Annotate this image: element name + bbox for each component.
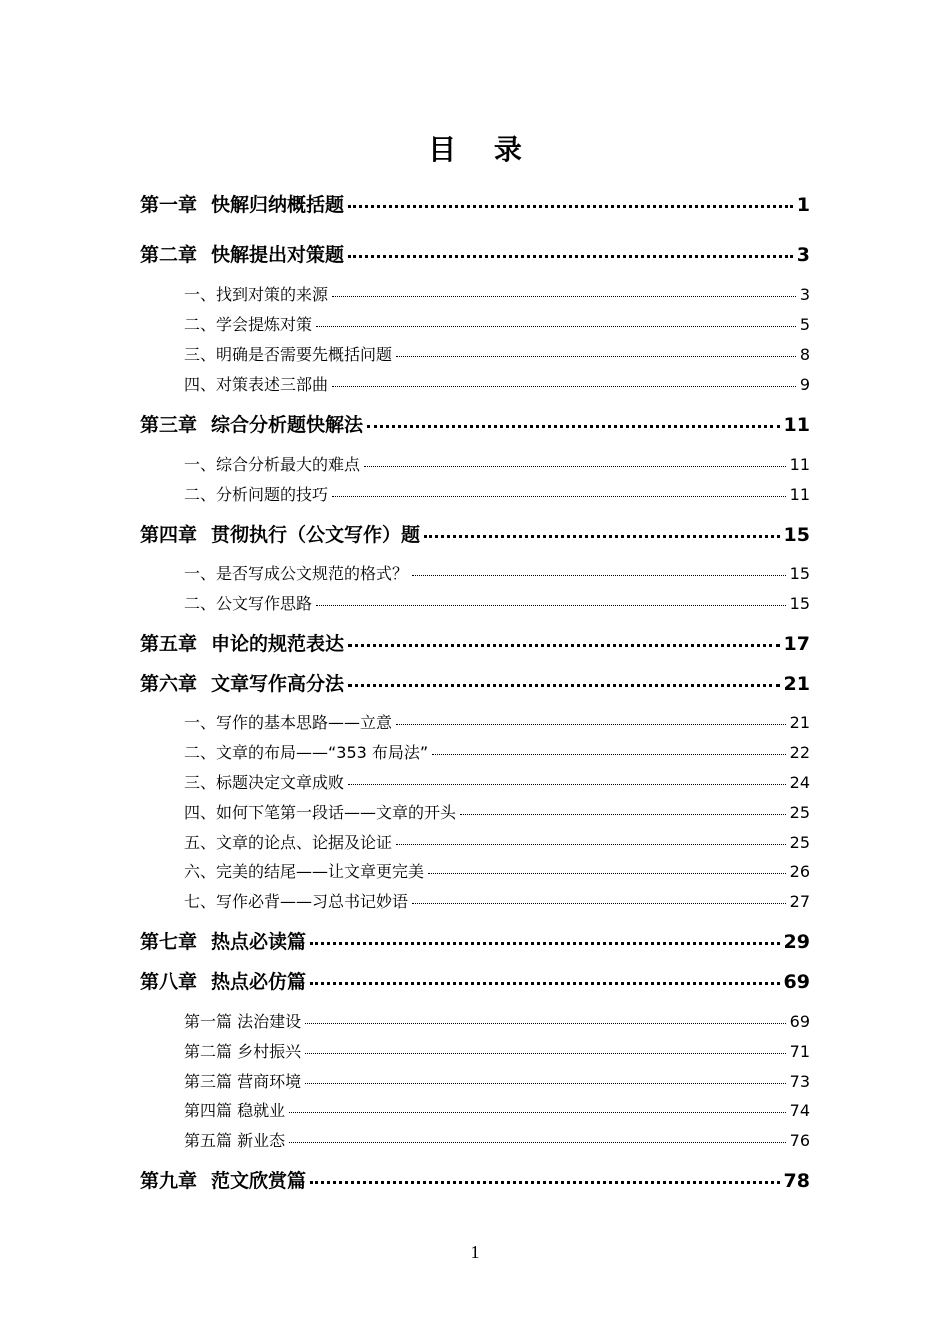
- dot-leader: [424, 535, 780, 538]
- page-number: 1: [470, 1242, 480, 1262]
- toc-chapter-entry[interactable]: [140, 520, 810, 547]
- toc-title: 目 录: [428, 133, 536, 166]
- section-title: 三、标题决定文章成败: [184, 773, 345, 792]
- page-ref: 15: [783, 524, 810, 546]
- page-ref: 25: [789, 803, 810, 822]
- page-ref: 27: [789, 892, 810, 911]
- section-title: 一、写作的基本思路——立意: [184, 713, 393, 732]
- toc-chapter-entry[interactable]: [140, 629, 810, 656]
- toc-chapter-entry[interactable]: [140, 1166, 810, 1193]
- chapter-title: 热点必读篇: [211, 931, 307, 953]
- chapter-title: 热点必仿篇: [211, 971, 307, 993]
- dot-leader: [332, 296, 796, 297]
- chapter-number: 第二章: [140, 244, 198, 266]
- toc-section-entry[interactable]: [184, 830, 810, 853]
- page-ref: 3: [799, 285, 810, 304]
- section-title: 第五篇 新业态: [184, 1131, 286, 1150]
- toc-section-entry[interactable]: [184, 859, 810, 882]
- page-ref: 73: [789, 1072, 810, 1091]
- dot-leader: [310, 982, 780, 985]
- toc-chapter-entry[interactable]: [140, 410, 810, 437]
- section-title: 第一篇 法治建设: [184, 1012, 302, 1031]
- dot-leader: [305, 1053, 786, 1054]
- section-title: 四、如何下笔第一段话——文章的开头: [184, 803, 457, 822]
- dot-leader: [305, 1083, 786, 1084]
- chapter-title: 贯彻执行（公文写作）题: [211, 524, 421, 546]
- dot-leader: [289, 1112, 786, 1113]
- section-title: 七、写作必背——习总书记妙语: [184, 892, 409, 911]
- toc-chapter-entry[interactable]: [140, 240, 810, 267]
- dot-leader: [310, 942, 780, 945]
- dot-leader: [332, 496, 786, 497]
- toc-section-entry[interactable]: [184, 740, 810, 763]
- section-title: 五、文章的论点、论据及论证: [184, 833, 393, 852]
- page-ref: 15: [789, 564, 810, 583]
- page-ref: 21: [783, 673, 810, 695]
- page-ref: 26: [789, 862, 810, 881]
- dot-leader: [348, 205, 793, 208]
- chapter-number: 第六章: [140, 673, 198, 695]
- page-ref: 25: [789, 833, 810, 852]
- toc-section-entry[interactable]: [184, 1009, 810, 1032]
- toc-section-entry[interactable]: [184, 800, 810, 823]
- section-title: 第三篇 营商环境: [184, 1072, 302, 1091]
- page-ref: 76: [789, 1131, 810, 1150]
- chapter-number: 第五章: [140, 633, 198, 655]
- page-ref: 78: [783, 1170, 810, 1192]
- page-ref: 69: [783, 971, 810, 993]
- page-ref: 11: [783, 414, 810, 436]
- section-title: 一、是否写成公文规范的格式？: [184, 564, 409, 583]
- toc-section-entry[interactable]: [184, 452, 810, 475]
- toc-chapter-entry[interactable]: [140, 967, 810, 994]
- page-ref: 5: [799, 315, 810, 334]
- page-ref: 22: [789, 743, 810, 762]
- page-ref: 71: [789, 1042, 810, 1061]
- page-ref: 21: [789, 713, 810, 732]
- toc-section-entry[interactable]: [184, 591, 810, 614]
- toc-section-entry[interactable]: [184, 1039, 810, 1062]
- section-title: 四、对策表述三部曲: [184, 375, 329, 394]
- toc-chapter-entry[interactable]: [140, 190, 810, 217]
- dot-leader: [364, 466, 786, 467]
- chapter-number: 第八章: [140, 971, 198, 993]
- page-ref: 69: [789, 1012, 810, 1031]
- toc-section-entry[interactable]: [184, 710, 810, 733]
- chapter-title: 范文欣赏篇: [211, 1170, 307, 1192]
- dot-leader: [460, 814, 786, 815]
- dot-leader: [305, 1023, 786, 1024]
- toc-section-entry[interactable]: [184, 1069, 810, 1092]
- chapter-title: 快解归纳概括题: [211, 194, 345, 216]
- page-ref: 3: [796, 244, 810, 266]
- section-title: 三、明确是否需要先概括问题: [184, 345, 393, 364]
- section-title: 二、文章的布局——“353 布局法”: [184, 743, 429, 762]
- toc-section-entry[interactable]: [184, 282, 810, 305]
- section-title: 第四篇 稳就业: [184, 1101, 286, 1120]
- chapter-number: 第一章: [140, 194, 198, 216]
- toc-chapter-entry[interactable]: [140, 927, 810, 954]
- dot-leader: [332, 386, 796, 387]
- dot-leader: [432, 754, 785, 755]
- page-ref: 74: [789, 1101, 810, 1120]
- toc-section-entry[interactable]: [184, 312, 810, 335]
- page-ref: 15: [789, 594, 810, 613]
- dot-leader: [396, 844, 786, 845]
- dot-leader: [348, 684, 780, 687]
- section-title: 一、综合分析最大的难点: [184, 455, 361, 474]
- dot-leader: [316, 605, 786, 606]
- dot-leader: [412, 575, 786, 576]
- page-ref: 11: [789, 455, 810, 474]
- dot-leader: [396, 356, 796, 357]
- dot-leader: [367, 425, 780, 428]
- toc-section-entry[interactable]: [184, 372, 810, 395]
- section-title: 一、找到对策的来源: [184, 285, 329, 304]
- section-title: 二、分析问题的技巧: [184, 485, 329, 504]
- toc-section-entry[interactable]: [184, 889, 810, 912]
- chapter-number: 第九章: [140, 1170, 198, 1192]
- chapter-title: 申论的规范表达: [211, 633, 345, 655]
- dot-leader: [348, 255, 793, 258]
- chapter-title: 综合分析题快解法: [211, 414, 364, 436]
- toc-section-entry[interactable]: [184, 1128, 810, 1151]
- section-title: 六、完美的结尾——让文章更完美: [184, 862, 425, 881]
- page-ref: 8: [799, 345, 810, 364]
- dot-leader: [289, 1142, 786, 1143]
- chapter-title: 文章写作高分法: [211, 673, 345, 695]
- section-title: 第二篇 乡村振兴: [184, 1042, 302, 1061]
- page-ref: 11: [789, 485, 810, 504]
- toc-section-entry[interactable]: [184, 482, 810, 505]
- page-ref: 1: [796, 194, 810, 216]
- toc-section-entry[interactable]: [184, 1098, 810, 1121]
- toc-chapter-entry[interactable]: [140, 669, 810, 696]
- dot-leader: [396, 724, 786, 725]
- page-ref: 24: [789, 773, 810, 792]
- dot-leader: [316, 326, 796, 327]
- page-ref: 17: [783, 633, 810, 655]
- toc-section-entry[interactable]: [184, 561, 810, 584]
- chapter-number: 第七章: [140, 931, 198, 953]
- section-title: 二、公文写作思路: [184, 594, 313, 613]
- dot-leader: [310, 1181, 780, 1184]
- dot-leader: [348, 644, 780, 647]
- chapter-number: 第四章: [140, 524, 198, 546]
- page-ref: 9: [799, 375, 810, 394]
- chapter-title: 快解提出对策题: [211, 244, 345, 266]
- dot-leader: [412, 903, 786, 904]
- page-ref: 29: [783, 931, 810, 953]
- toc-section-entry[interactable]: [184, 770, 810, 793]
- dot-leader: [428, 873, 786, 874]
- dot-leader: [348, 784, 786, 785]
- toc-section-entry[interactable]: [184, 342, 810, 365]
- section-title: 二、学会提炼对策: [184, 315, 313, 334]
- chapter-number: 第三章: [140, 414, 198, 436]
